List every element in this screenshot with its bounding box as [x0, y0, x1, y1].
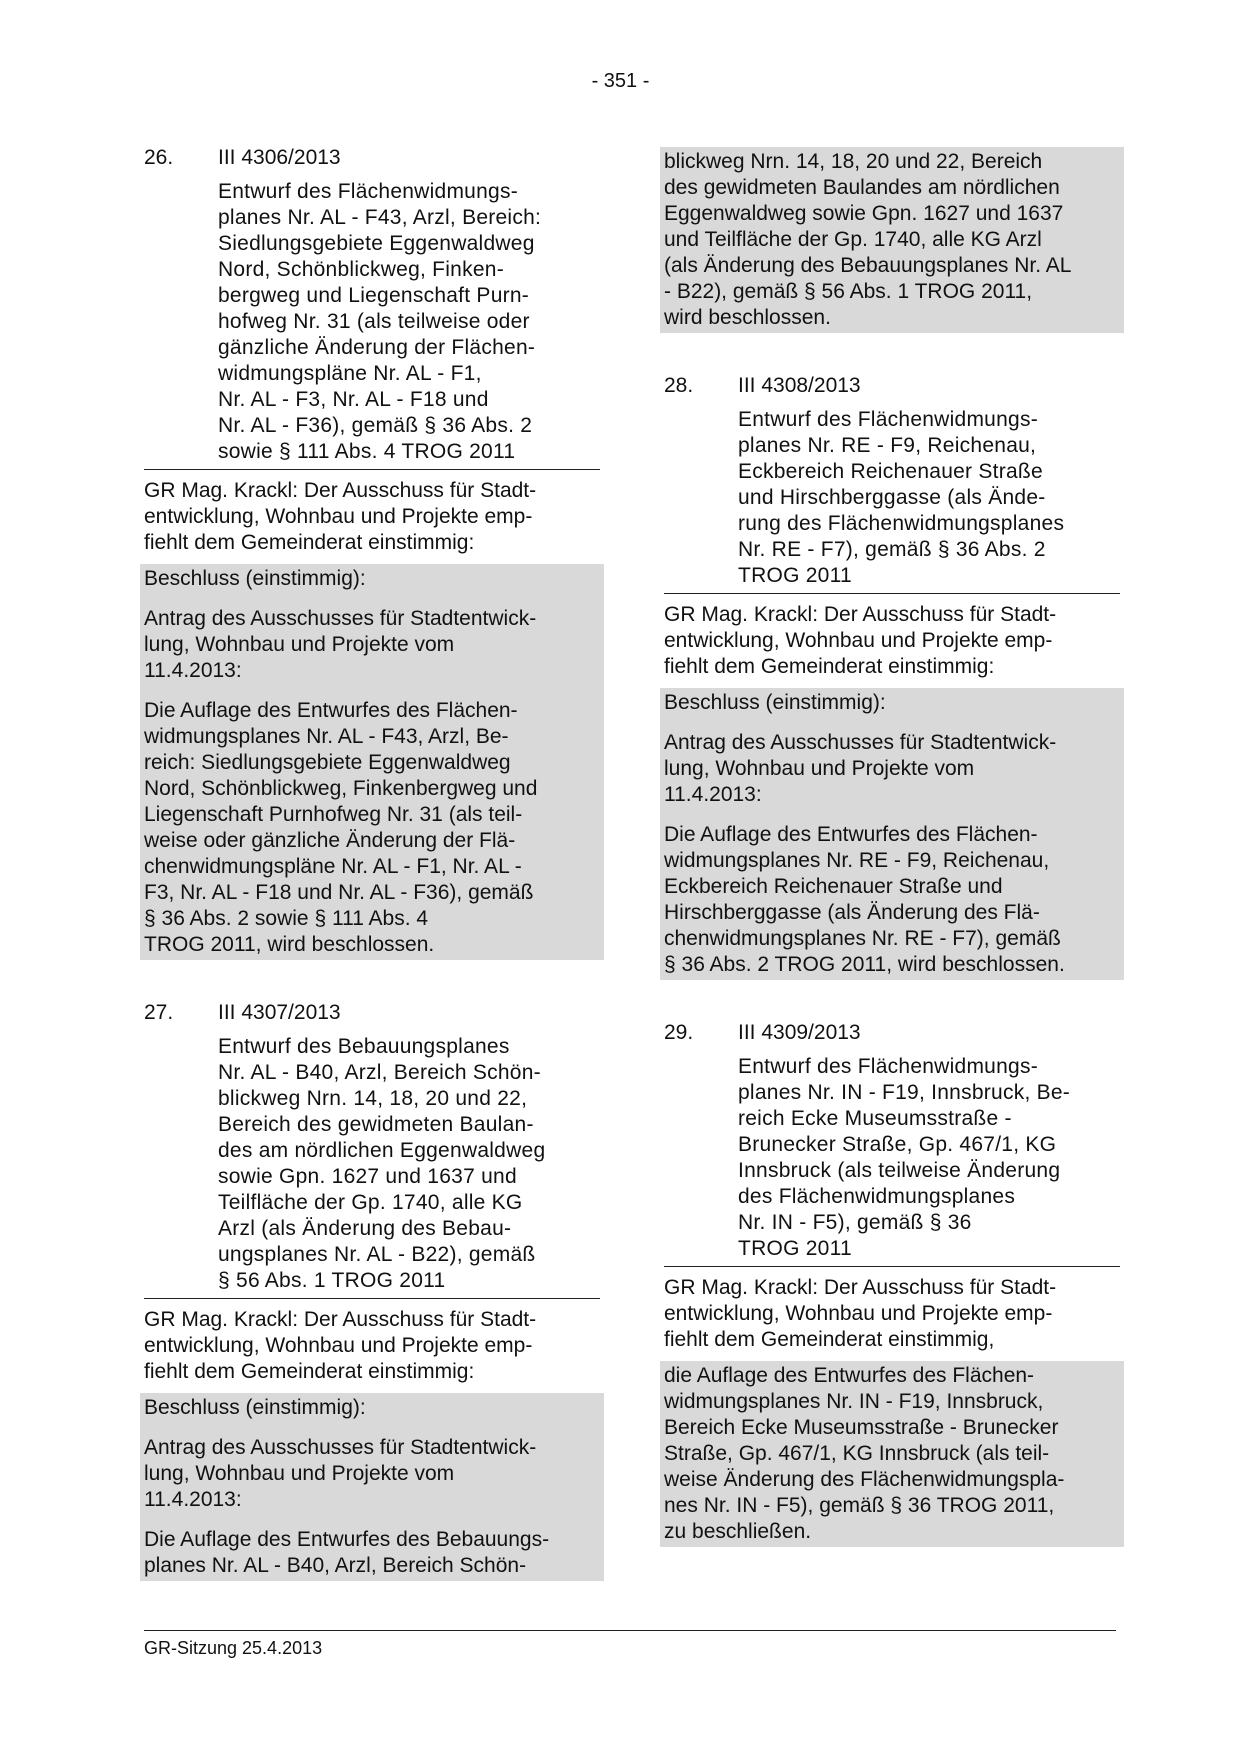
agenda-item-27-continued [664, 147, 1120, 333]
resolution-text: Die Auflage des Entwurfes des Flächen- widmungsplanes Nr. AL - F43, Arzl, Be- reich: Siedlungsgebiete Eggenwaldweg Nord, Schönblickweg, Finkenbergweg und Liegenschaft Purnhofweg Nr. 31 (als teil- weise oder gänzliche Änderung der Flä- chenwidmungspläne Nr. AL - F1, Nr. AL - F3, Nr. AL - F18 und Nr. AL - F36), gemäß § 36 Abs. 2 sowie § 111 Abs. 4 TROG 2011, wird beschlossen. [140, 686, 604, 960]
agenda-item-28 [664, 373, 1120, 980]
item-number: 29. [664, 1021, 694, 1044]
divider [664, 593, 1120, 594]
item-reference: III 4306/2013 [218, 146, 341, 169]
item-title: Entwurf des Flächenwidmungs- planes Nr. IN - F19, Innsbruck, Be- reich Ecke Museumsstraße - Brunecker Straße, Gp. 467/1, KG Innsbruck (als teilweise Änderung des Flächenwidmungsplanes Nr. IN - F5), gemäß § 36 TROG 2011 [738, 1055, 1071, 1260]
resolution-text-part-1: Die Auflage des Entwurfes des Bebauungs- planes Nr. AL - B40, Arzl, Bereich Schön- [140, 1515, 604, 1581]
page-number: - 351 - [591, 70, 650, 92]
committee-motion: Antrag des Ausschusses für Stadtentwick- lung, Wohnbau und Projekte vom 11.4.2013: [140, 1423, 604, 1515]
footer-divider [144, 1630, 1116, 1631]
left-column [144, 145, 600, 1581]
decision-label: Beschluss (einstimmig): [140, 564, 604, 594]
committee-motion: Antrag des Ausschusses für Stadtentwick- lung, Wohnbau und Projekte vom 11.4.2013: [140, 594, 604, 686]
item-number: 28. [664, 374, 694, 397]
decision-label: Beschluss (einstimmig): [140, 1393, 604, 1423]
divider [144, 469, 600, 470]
item-header [664, 373, 1120, 399]
item-reference: III 4307/2013 [218, 1001, 341, 1024]
decision-label: Beschluss (einstimmig): [660, 688, 1124, 718]
committee-recommendation: GR Mag. Krackl: Der Ausschuss für Stadt- entwicklung, Wohnbau und Projekte emp- fiehlt dem Gemeinderat einstimmig, [664, 1276, 1057, 1351]
item-title: Entwurf des Bebauungsplanes Nr. AL - B40, Arzl, Bereich Schön- blickweg Nrn. 14, 18, 20 und 22, Bereich des gewidmeten Baulan- des am nördlichen Eggenwaldweg sowie Gpn. 1627 und 1637 und Teilfläche der Gp. 1740, alle KG Arzl (als Änderung des Bebau- ungsplanes Nr. AL - B22), gemäß § 56 Abs. 1 TROG 2011 [218, 1035, 546, 1292]
agenda-item-26 [144, 145, 600, 960]
committee-recommendation: GR Mag. Krackl: Der Ausschuss für Stadt- entwicklung, Wohnbau und Projekte emp- fiehlt dem Gemeinderat einstimmig: [144, 1308, 537, 1383]
right-column [664, 147, 1120, 1547]
item-title: Entwurf des Flächenwidmungs- planes Nr. RE - F9, Reichenau, Eckbereich Reichenauer Straße und Hirschberggasse (als Ände- rung des Flächenwidmungsplanes Nr. RE - F7), gemäß § 36 Abs. 2 TROG 2011 [738, 408, 1065, 587]
divider [664, 1266, 1120, 1267]
item-header [144, 145, 600, 171]
agenda-item-29 [664, 1020, 1120, 1547]
committee-recommendation: GR Mag. Krackl: Der Ausschuss für Stadt- entwicklung, Wohnbau und Projekte emp- fiehlt dem Gemeinderat einstimmig: [144, 479, 537, 554]
committee-recommendation: GR Mag. Krackl: Der Ausschuss für Stadt- entwicklung, Wohnbau und Projekte emp- fiehlt dem Gemeinderat einstimmig: [664, 603, 1057, 678]
item-reference: III 4309/2013 [738, 1021, 861, 1044]
item-header [664, 1020, 1120, 1046]
item-reference: III 4308/2013 [738, 374, 861, 397]
item-number: 27. [144, 1001, 174, 1024]
item-number: 26. [144, 146, 174, 169]
footer-session: GR-Sitzung 25.4.2013 [144, 1638, 323, 1658]
resolution-text: die Auflage des Entwurfes des Flächen- widmungsplanes Nr. IN - F19, Innsbruck, Bereich Ecke Museumsstraße - Brunecker Straße, Gp. 467/1, KG Innsbruck (als teil- weise Änderung des Flächenwidmungspla- nes Nr. IN - F5), gemäß § 36 TROG 2011, zu beschließen. [660, 1361, 1124, 1547]
item-title: Entwurf des Flächenwidmungs- planes Nr. AL - F43, Arzl, Bereich: Siedlungsgebiete Eggenwaldweg Nord, Schönblickweg, Finken- bergweg und Liegenschaft Purn- hofweg Nr. 31 (als teilweise oder gänzliche Änderung der Flächen- widmungspläne Nr. AL - F1, Nr. AL - F3, Nr. AL - F18 und Nr. AL - F36), gemäß § 36 Abs. 2 sowie § 111 Abs. 4 TROG 2011 [218, 180, 542, 463]
resolution-text: Die Auflage des Entwurfes des Flächen- widmungsplanes Nr. RE - F9, Reichenau, Eckbereich Reichenauer Straße und Hirschberggasse (als Änderung des Flä- chenwidmungsplanes Nr. RE - F7), gemäß § 36 Abs. 2 TROG 2011, wird beschlossen. [660, 810, 1124, 980]
item-header [144, 1000, 600, 1026]
resolution-text-part-2: blickweg Nrn. 14, 18, 20 und 22, Bereich des gewidmeten Baulandes am nördlichen Eggenwaldweg sowie Gpn. 1627 und 1637 und Teilfläche der Gp. 1740, alle KG Arzl (als Änderung des Bebauungsplanes Nr. AL - B22), gemäß § 56 Abs. 1 TROG 2011, wird beschlossen. [660, 147, 1124, 333]
committee-motion: Antrag des Ausschusses für Stadtentwick- lung, Wohnbau und Projekte vom 11.4.2013: [660, 718, 1124, 810]
divider [144, 1298, 600, 1299]
agenda-item-27 [144, 1000, 600, 1581]
